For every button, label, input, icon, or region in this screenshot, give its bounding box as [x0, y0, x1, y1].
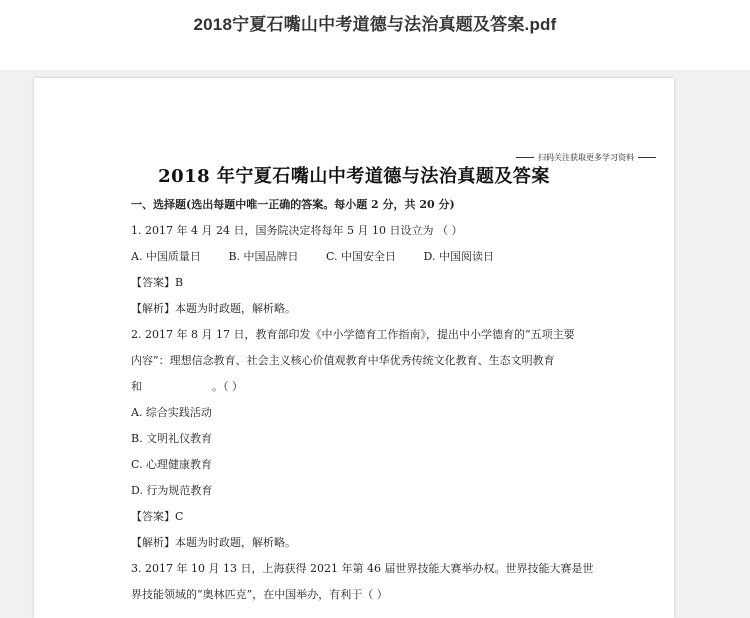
watermark-line-right [638, 157, 656, 158]
section-heading: 一、选择题(选出每题中唯一正确的答案。每小题 2 分，共 20 分) [131, 198, 455, 211]
question-2-stem-line-2: 内容”：理想信念教育、社会主义核心价值观教育中华优秀传统文化教育、生态文明教育 [131, 354, 555, 367]
question-1-options [131, 248, 518, 264]
file-title: 2018宁夏石嘴山中考道德与法治真题及答案.pdf [193, 15, 557, 34]
viewer-header [0, 0, 750, 70]
question-2-answer: 【答案】C [131, 510, 184, 523]
question-1-analysis: 【解析】本题为时政题，解析略。 [131, 302, 296, 315]
q2-line3-start: 和 [131, 380, 142, 393]
q1-option-b: B. 中国品牌日 [228, 250, 299, 263]
watermark-text: 扫码关注获取更多学习资料 [538, 153, 634, 162]
q1-option-a: A. 中国质量日 [131, 250, 201, 263]
question-3-stem-line-2: 界技能领域的“奥林匹克”，在中国举办，有利于（ ） [131, 588, 388, 601]
question-1-answer: 【答案】B [131, 276, 184, 289]
question-2-stem-line-1: 2. 2017 年 8 月 17 日，教育部印发《中小学德育工作指南》，提出中小学德育的“五项主要 [131, 328, 575, 341]
q1-option-d: D. 中国阅读日 [423, 250, 494, 263]
watermark-line-left [516, 157, 534, 158]
question-2-analysis: 【解析】本题为时政题，解析略。 [131, 536, 296, 549]
document-page [34, 78, 674, 618]
q1-option-c: C. 中国安全日 [326, 250, 397, 263]
q2-option-d: D. 行为规范教育 [131, 484, 213, 497]
question-3-stem-line-1: 3. 2017 年 10 月 13 日，上海获得 2021 年第 46 届世界技能大赛举办权。世界技能大赛是世 [131, 562, 594, 575]
question-1-stem: 1. 2017 年 4 月 24 日，国务院决定将每年 5 月 10 日设立为 （ ） [131, 224, 463, 237]
q2-option-a: A. 综合实践活动 [131, 406, 212, 419]
q2-line3-end: 。（ ） [212, 380, 243, 393]
document-title: 2018 年宁夏石嘴山中考道德与法治真题及答案 [158, 166, 550, 187]
question-2-stem-line-3 [131, 378, 243, 394]
q2-option-b: B. 文明礼仪教育 [131, 432, 213, 445]
q2-option-c: C. 心理健康教育 [131, 458, 213, 471]
